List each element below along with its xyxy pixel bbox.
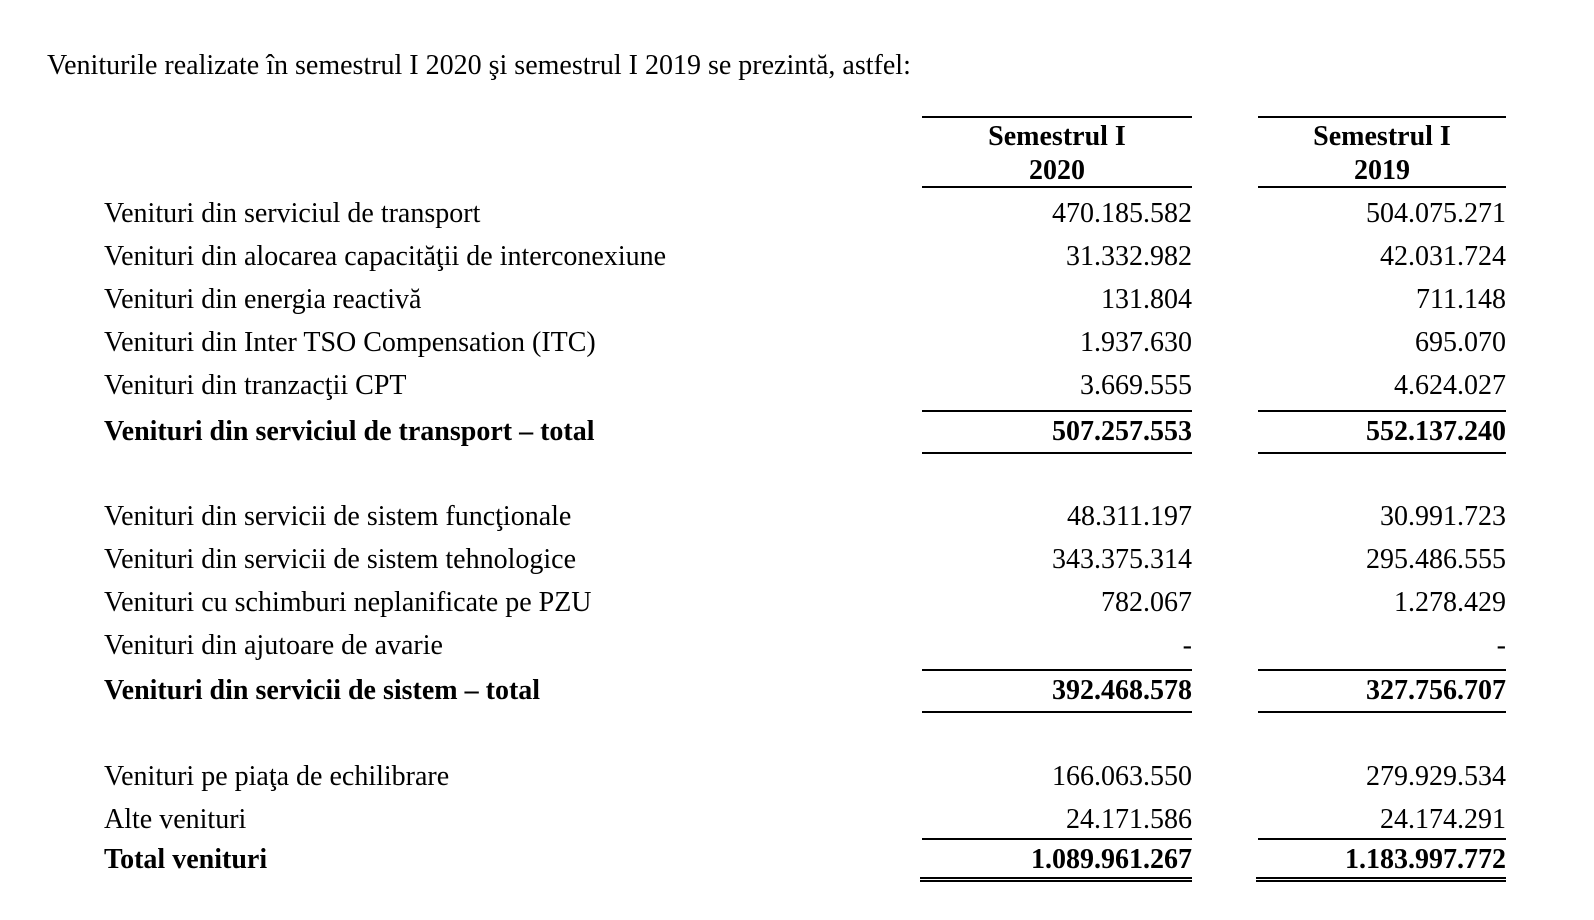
- column-header-2020-line1: Semestrul I: [988, 121, 1126, 152]
- table-row: [0, 194, 1594, 234]
- row-label: Venituri din alocarea capacităţii de interconexiune: [104, 241, 667, 272]
- row-label: Venituri din ajutoare de avarie: [104, 630, 443, 661]
- row-value-2020: 782.067: [1101, 587, 1192, 618]
- row-label: Venituri cu schimburi neplanificate pe PZU: [104, 587, 592, 618]
- row-value-2020: 470.185.582: [1052, 198, 1192, 229]
- subtotal-row-transport: [0, 412, 1594, 452]
- row-value-2020: 31.332.982: [1066, 241, 1192, 272]
- row-value-2020: 48.311.197: [1067, 501, 1192, 532]
- column-header-2020: [922, 116, 1192, 188]
- row-value-2019: 30.991.723: [1380, 501, 1506, 532]
- double-underline-2020: [920, 877, 1192, 882]
- column-header-2019-line1: Semestrul I: [1313, 121, 1451, 152]
- row-value-2019: 711.148: [1416, 284, 1506, 315]
- row-value-2019: -: [1496, 630, 1506, 661]
- row-value-2019: 42.031.724: [1380, 241, 1506, 272]
- intro-text: Veniturile realizate în semestrul I 2020 şi semestrul I 2019 se prezintă, astfel:: [47, 50, 911, 81]
- row-value-2019: 1.278.429: [1394, 587, 1506, 618]
- column-header-2019-line2: 2019: [1354, 155, 1410, 186]
- row-value-2020: 24.171.586: [1066, 804, 1192, 835]
- row-value-2019: 24.174.291: [1380, 804, 1506, 835]
- row-value-2020: 1.089.961.267: [922, 838, 1192, 882]
- row-label: Venituri din serviciul de transport: [104, 198, 481, 229]
- subtotal-row-system-services: [0, 671, 1594, 711]
- row-value-2020: 392.468.578: [922, 669, 1192, 713]
- table-row: [0, 280, 1594, 320]
- row-value-2020: 1.937.630: [1080, 327, 1192, 358]
- row-label: Venituri pe piaţa de echilibrare: [104, 761, 450, 792]
- row-label: Venituri din tranzacţii CPT: [104, 370, 407, 401]
- table-row: [0, 497, 1594, 537]
- row-value-2020: 507.257.553: [922, 410, 1192, 454]
- double-underline-2019: [1256, 877, 1506, 882]
- table-row: [0, 323, 1594, 363]
- row-label: Venituri din serviciul de transport – total: [104, 416, 595, 447]
- row-value-2019: 279.929.534: [1366, 761, 1506, 792]
- table-row: [0, 800, 1594, 840]
- row-label: Alte venituri: [104, 804, 247, 835]
- table-row: [0, 757, 1594, 797]
- column-header-2020-line2: 2020: [1029, 155, 1085, 186]
- row-value-2019: 552.137.240: [1258, 410, 1506, 454]
- table-row: [0, 366, 1594, 406]
- table-row: [0, 626, 1594, 666]
- row-value-2020: 131.804: [1101, 284, 1192, 315]
- row-label: Venituri din servicii de sistem funcţionale: [104, 501, 572, 532]
- row-value-2019: 295.486.555: [1366, 544, 1506, 575]
- row-value-2019: 504.075.271: [1366, 198, 1506, 229]
- table-row: [0, 583, 1594, 623]
- row-label: Venituri din Inter TSO Compensation (ITC): [104, 327, 596, 358]
- row-label: Total venituri: [104, 844, 268, 875]
- row-label: Venituri din servicii de sistem tehnologice: [104, 544, 577, 575]
- row-label: Venituri din servicii de sistem – total: [104, 675, 541, 706]
- table-row: [0, 540, 1594, 580]
- column-header-2019: [1258, 116, 1506, 188]
- row-value-2019: 695.070: [1415, 327, 1506, 358]
- row-value-2019: 4.624.027: [1394, 370, 1506, 401]
- row-value-2019: 1.183.997.772: [1258, 838, 1506, 882]
- row-value-2020: 166.063.550: [1052, 761, 1192, 792]
- row-value-2020: -: [1182, 630, 1192, 661]
- table-row: [0, 237, 1594, 277]
- row-label: Venituri din energia reactivă: [104, 284, 422, 315]
- row-value-2019: 327.756.707: [1258, 669, 1506, 713]
- grand-total-row: [0, 840, 1594, 880]
- row-value-2020: 3.669.555: [1080, 370, 1192, 401]
- row-value-2020: 343.375.314: [1052, 544, 1192, 575]
